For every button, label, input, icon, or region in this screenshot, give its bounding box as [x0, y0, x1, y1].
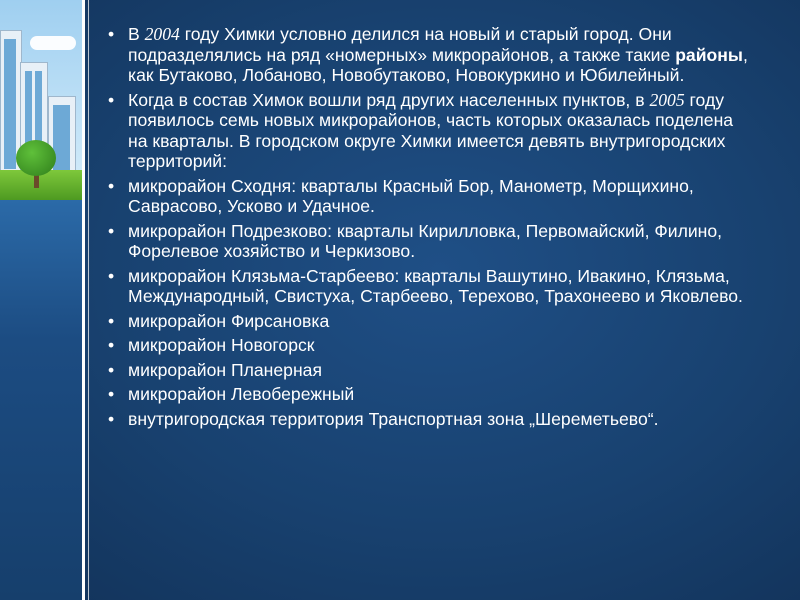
bullet-icon: • [108, 220, 115, 241]
list-item [108, 24, 756, 86]
text: году появилось семь новых микрорайонов, часть которых оказалась поделена на кварталы. В городском округе Химки имеется девять внутригородских территорий: [128, 89, 734, 171]
text: микрорайон Левобережный [128, 384, 355, 404]
text: микрорайон Клязьма-Старбеево: кварталы Вашутино, Ивакино, Клязьма, Международный, Свистуха, Старбеево, Терехово, Трахонеево и Яковлево. [128, 265, 743, 306]
text: микрорайон Фирсановка [128, 310, 330, 331]
year: 2004 [144, 24, 180, 44]
bullet-icon: • [108, 89, 115, 110]
keyword: районы [675, 44, 743, 65]
bullet-icon: • [108, 359, 115, 380]
list-item [108, 384, 756, 405]
list-item [108, 335, 756, 356]
text: микрорайон Подрезково: кварталы Кирилловка, Первомайский, Филино, Форелевое хозяйство и Черкизово. [128, 220, 723, 261]
text: микрорайон Планерная [128, 359, 322, 380]
tree-icon [16, 140, 56, 176]
list-item [108, 176, 756, 217]
city-illustration [0, 0, 82, 600]
list-item [108, 221, 756, 262]
divider-stripe [82, 0, 85, 600]
list-item [108, 311, 756, 332]
bullet-icon: • [108, 310, 115, 331]
bullet-icon: • [108, 335, 115, 355]
text: внутригородская территория Транспортная зона „Шереметьево“. [128, 408, 659, 429]
list-item [108, 266, 756, 307]
text: Когда в состав Химок вошли ряд других населенных пунктов, в [128, 89, 650, 110]
bullet-icon: • [108, 384, 115, 404]
bullet-icon: • [108, 24, 115, 44]
list-item [108, 409, 756, 430]
list-item [108, 360, 756, 381]
bullet-list [108, 24, 756, 433]
year: 2005 [649, 89, 685, 110]
list-item [108, 90, 756, 172]
text: , как Бутаково, Лобаново, Новобутаково, Новокуркино и Юбилейный. [128, 44, 748, 85]
bullet-icon: • [108, 408, 115, 429]
text: году Химки условно делился на новый и старый город. Они подразделялись на ряд «номерных» микрорайонов, а также такие [128, 24, 676, 65]
text: В [128, 24, 145, 44]
divider-stripe-thin [88, 0, 89, 600]
text: микрорайон Новогорск [128, 335, 315, 355]
side-panel [0, 200, 82, 600]
cloud-icon [30, 36, 76, 50]
bullet-icon: • [108, 265, 115, 286]
text: микрорайон Сходня: кварталы Красный Бор, Манометр, Морщихино, Саврасово, Усково и Удачное. [128, 175, 694, 216]
bullet-icon: • [108, 175, 115, 196]
